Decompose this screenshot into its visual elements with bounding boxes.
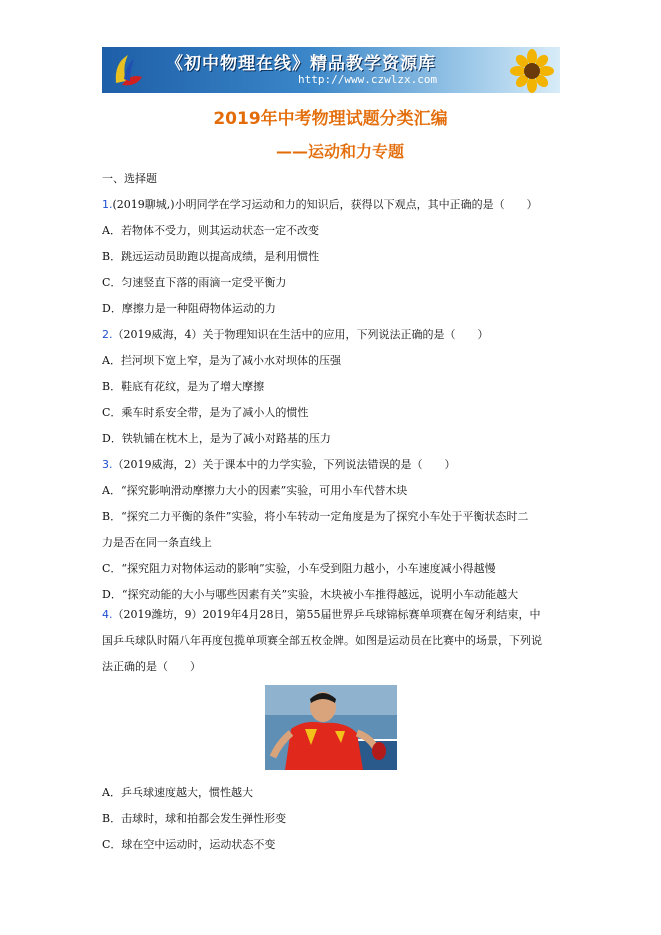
banner-url[interactable]: http://www.czwlzx.com <box>298 73 438 86</box>
site-logo-icon <box>108 51 148 89</box>
question-3-option-b: B．“探究二力平衡的条件”实验，将小车转动一定角度是为了探究小车处于平衡状态时二 <box>102 510 529 523</box>
question-text: (2019聊城,)小明同学在学习运动和力的知识后，获得以下观点，其中正确的是（ ） <box>112 198 538 211</box>
question-2-option-c: C．乘车时系安全带，是为了减小人的惯性 <box>102 406 309 419</box>
question-3-option-c: C．“探究阻力对物体运动的影响”实验，小车受到阻力越小，小车速度减小得越慢 <box>102 562 496 575</box>
question-number: 1. <box>102 198 113 211</box>
question-text: （2019潍坊，9）2019年4月28日，第55届世界乒乓球锦标赛单项赛在匈牙利结束，中 <box>112 608 541 621</box>
question-2-option-b: B．鞋底有花纹，是为了增大摩擦 <box>102 380 265 393</box>
question-2-stem <box>102 328 489 342</box>
question-4-stem-line-3: 法正确的是（ ） <box>102 660 201 673</box>
question-4-stem <box>102 608 540 622</box>
question-4-stem-line-2: 国乒乓球队时隔八年再度包揽单项赛全部五枚金牌。如图是运动员在比赛中的场景，下列说 <box>102 634 542 647</box>
banner-title: 《初中物理在线》精品教学资源库 <box>166 54 436 74</box>
question-1-option-c: C．匀速竖直下落的雨滴一定受平衡力 <box>102 276 287 289</box>
question-number: 4. <box>102 608 113 621</box>
sunflower-icon <box>508 49 556 93</box>
question-number: 2. <box>102 328 113 341</box>
question-3-stem <box>102 458 456 472</box>
question-3-option-d: D．“探究动能的大小与哪些因素有关”实验，木块被小车推得越远，说明小车动能越大 <box>102 588 519 601</box>
question-3-option-a: A．“探究影响滑动摩擦力大小的因素”实验，可用小车代替木块 <box>102 484 408 497</box>
question-4-option-a: A．乒乓球速度越大，惯性越大 <box>102 786 253 799</box>
document-title: 2019年中考物理试题分类汇编 <box>213 109 448 129</box>
question-2-option-d: D．铁轨铺在枕木上，是为了减小对路基的压力 <box>102 432 331 445</box>
table-tennis-player-image <box>265 685 397 770</box>
section-heading: 一、选择题 <box>102 172 157 185</box>
question-3-option-b-continued: 力是否在同一条直线上 <box>102 536 212 549</box>
table-tennis-player-photo <box>265 685 397 770</box>
question-2-option-a: A．拦河坝下宽上窄，是为了减小水对坝体的压强 <box>102 354 341 367</box>
site-banner <box>102 47 560 93</box>
question-text: （2019威海，2）关于课本中的力学实验，下列说法错误的是（ ） <box>112 458 456 471</box>
question-4-option-c: C．球在空中运动时，运动状态不变 <box>102 838 276 851</box>
question-1-option-b: B．跳远运动员助跑以提高成绩，是利用惯性 <box>102 250 320 263</box>
document-subtitle: ——运动和力专题 <box>275 142 404 161</box>
question-1-option-a: A．若物体不受力，则其运动状态一定不改变 <box>102 224 319 237</box>
question-1-stem <box>102 198 538 212</box>
question-text: （2019威海，4）关于物理知识在生活中的应用，下列说法正确的是（ ） <box>112 328 489 341</box>
question-1-option-d: D．摩擦力是一种阻碍物体运动的力 <box>102 302 276 315</box>
question-number: 3. <box>102 458 113 471</box>
question-4-option-b: B．击球时，球和拍都会发生弹性形变 <box>102 812 287 825</box>
